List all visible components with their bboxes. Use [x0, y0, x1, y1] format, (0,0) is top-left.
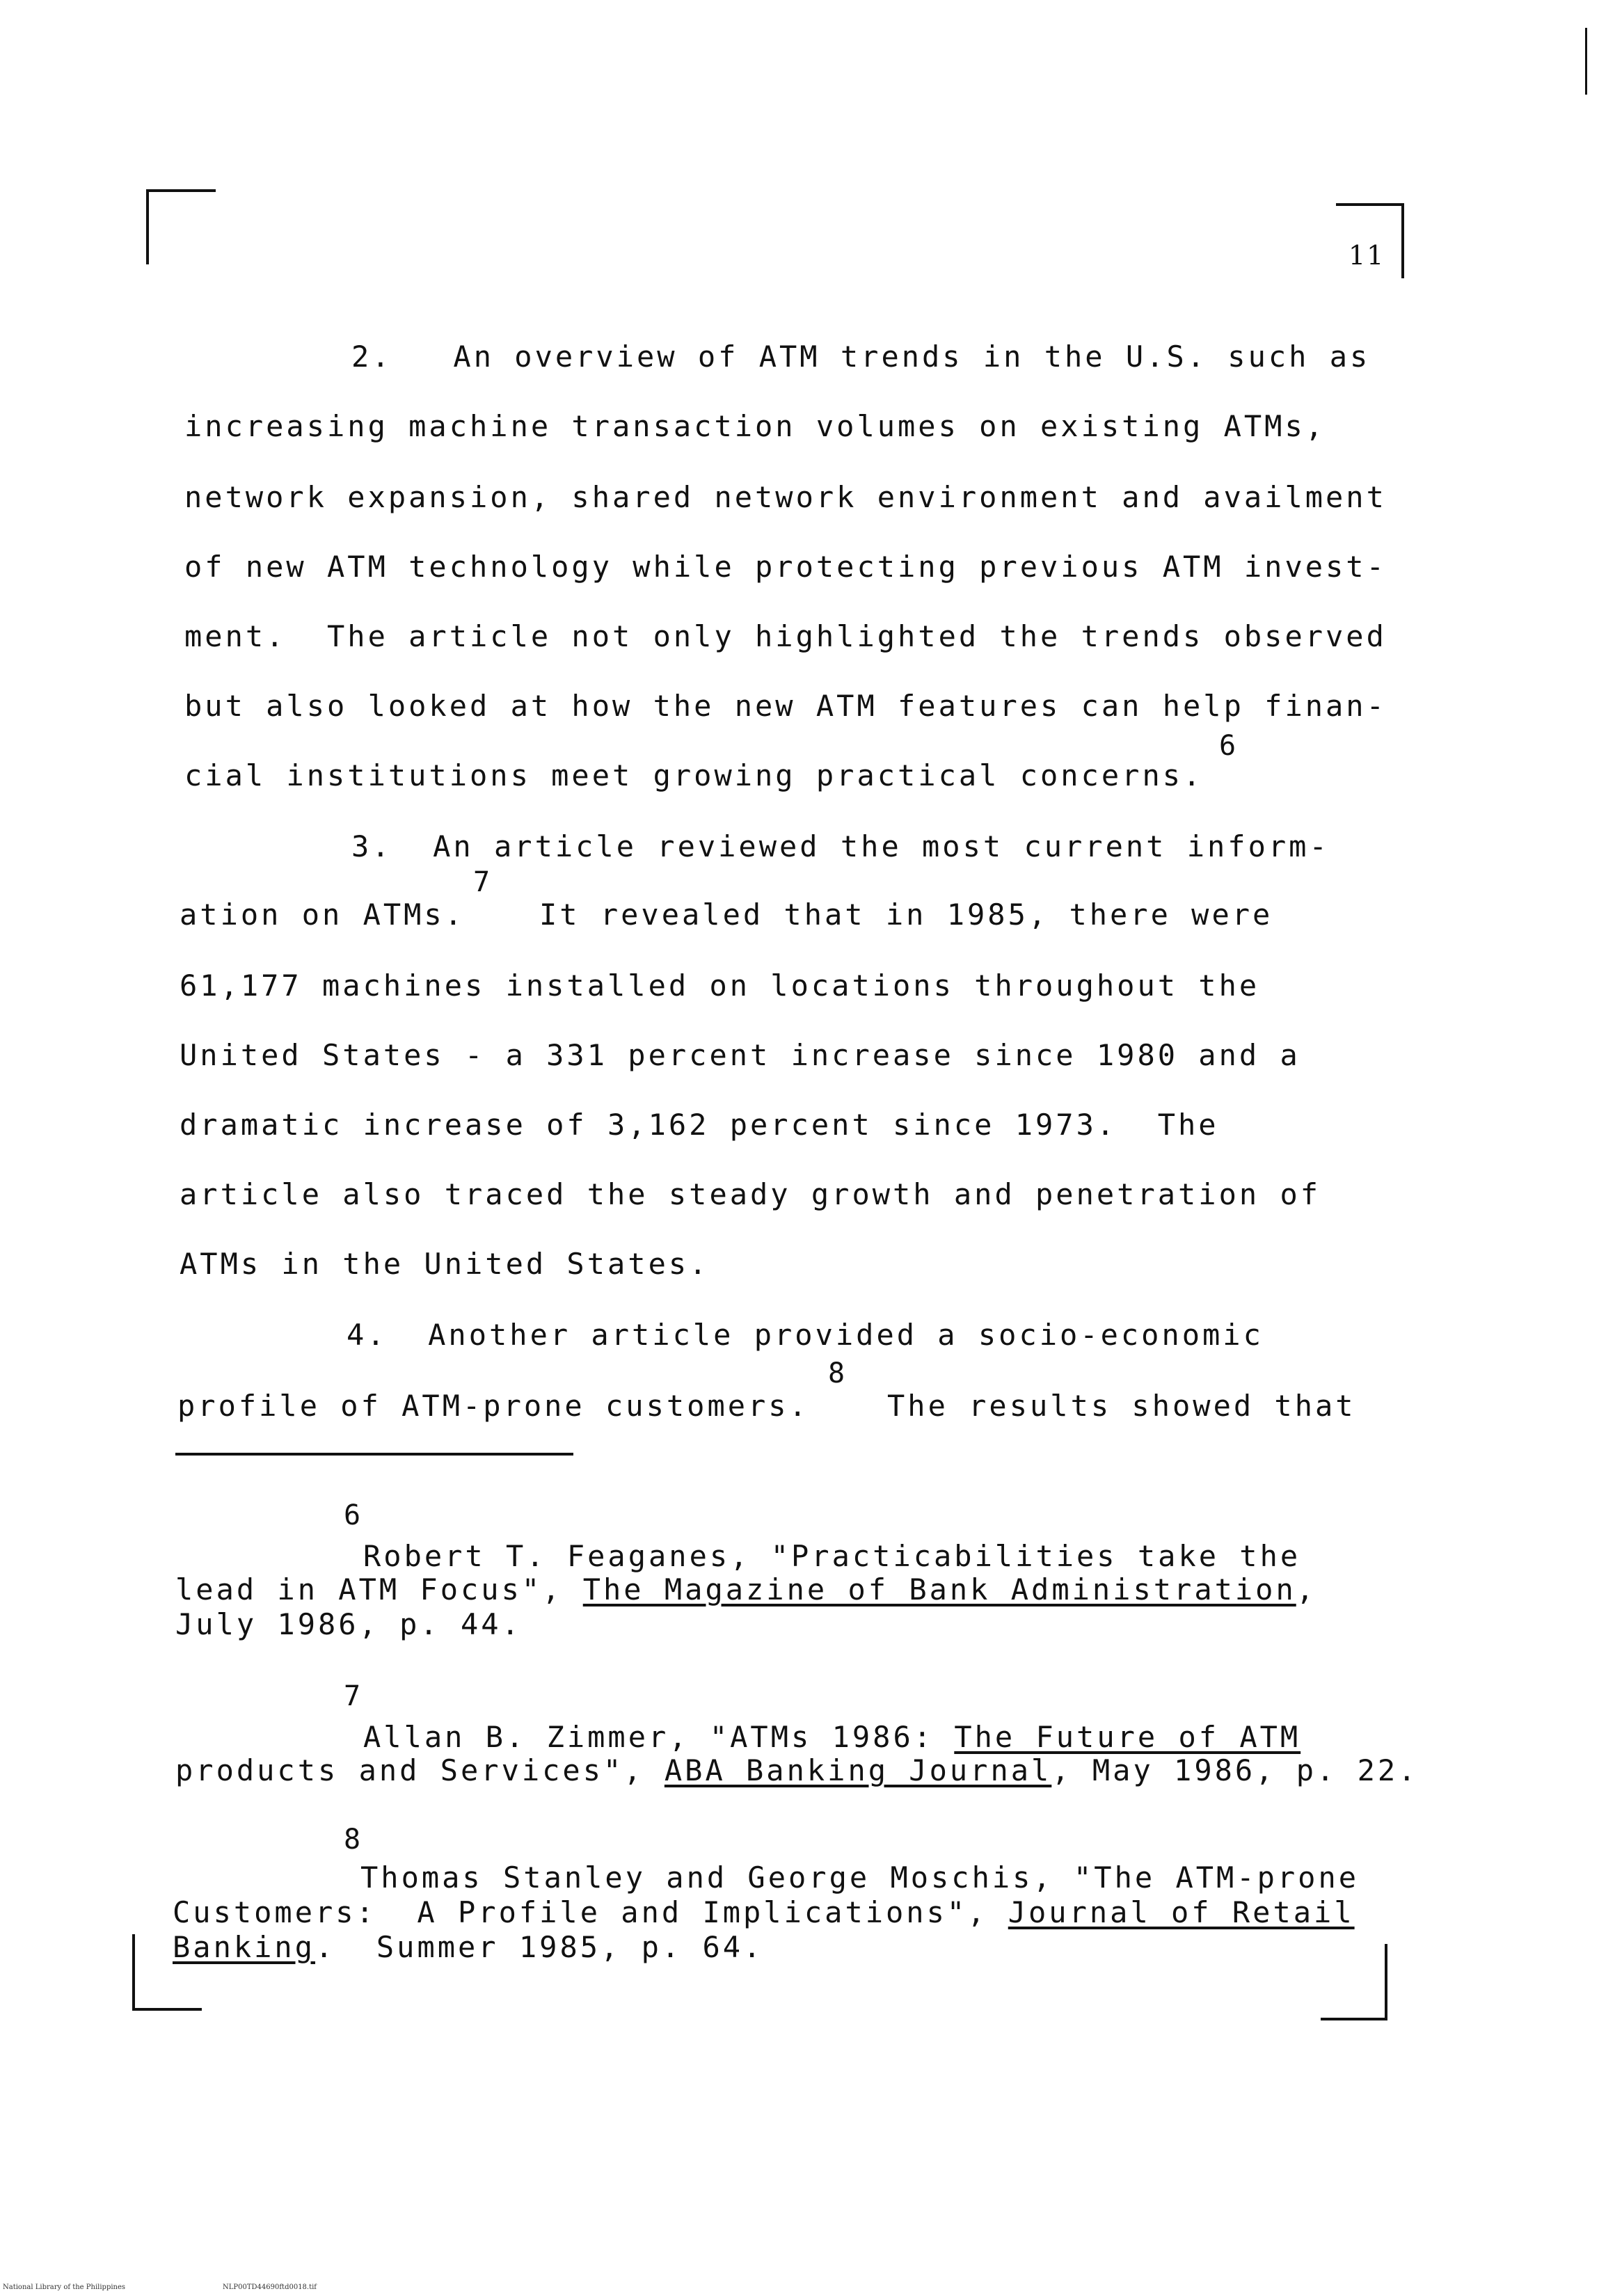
scan-footer-source: National Library of the Philippines [3, 2283, 126, 2291]
footnote-7-line-1 [363, 1720, 1301, 1754]
item-3-line-5: dramatic increase of 3,162 percent since 1973. The [180, 1108, 1219, 1142]
footnote-8-line-2 [173, 1895, 1355, 1929]
item-4-line-2b: The results showed that [887, 1389, 1356, 1423]
scan-footer-filename: NLP00TD44690ftd0018.tif [223, 2283, 317, 2291]
footnote-6-line-2-a: lead in ATM Focus", [175, 1572, 583, 1607]
footnote-6-line-3: July 1986, p. 44. [175, 1607, 522, 1641]
footnote-7-article-title: The Future of ATM [954, 1720, 1301, 1754]
crop-mark-top-left-h [146, 189, 216, 192]
footnote-8-journal-title: Journal of Retail [1008, 1895, 1355, 1929]
item-3-line-3: 61,177 machines installed on locations throughout the [180, 968, 1260, 1003]
scan-edge-mark [1585, 28, 1587, 95]
item-3-line-2b: It revealed that in 1985, there were [539, 898, 1273, 932]
item-2-line-2: increasing machine transaction volumes on existing ATMs, [184, 409, 1326, 443]
footnote-8-line-1: Thomas Stanley and George Moschis, "The ATM-prone [360, 1860, 1360, 1895]
item-4-line-1: 4. Another article provided a socio-economic [347, 1318, 1264, 1352]
item-3-line-7: ATMs in the United States. [180, 1247, 710, 1281]
item-3-line-1: 3. An article reviewed the most current inform- [351, 829, 1330, 863]
crop-mark-top-left-v [146, 189, 149, 264]
footnote-7-journal-title: ABA Banking Journal [664, 1753, 1052, 1787]
item-4-line-2a: profile of ATM-prone customers. [177, 1389, 809, 1423]
footnote-8-journal-title-cont: Banking [173, 1930, 316, 1964]
item-2-line-4: of new ATM technology while protecting previous ATM invest- [184, 550, 1387, 584]
footnote-ref-8: 8 [828, 1357, 845, 1389]
item-2-line-1: 2. An overview of ATM trends in the U.S. such as [351, 340, 1371, 374]
item-2-line-7: cial institutions meet growing practical concerns. [184, 758, 1204, 792]
footnote-ref-6: 6 [1219, 730, 1236, 762]
footnote-6-line-1: Robert T. Feaganes, "Practicabilities take the [363, 1539, 1301, 1573]
crop-mark-bottom-right-h [1321, 2018, 1387, 2020]
footnote-7-line-2 [175, 1753, 1419, 1787]
footnote-7-line-1-a: Allan B. Zimmer, "ATMs 1986: [363, 1720, 955, 1754]
footnote-8-line-2-a: Customers: A Profile and Implications", [173, 1895, 1008, 1929]
footnote-6-line-2-b: , [1296, 1572, 1317, 1607]
item-2-line-5: ment. The article not only highlighted the trends observed [184, 619, 1387, 653]
footnote-7-number: 7 [344, 1680, 361, 1712]
footnote-6-journal-title: The Magazine of Bank Administration [582, 1572, 1296, 1607]
crop-mark-bottom-right-v [1385, 1944, 1387, 2020]
item-2-line-3: network expansion, shared network environment and availment [184, 480, 1387, 514]
footnote-6-line-2 [175, 1572, 1317, 1607]
crop-mark-top-right-h [1336, 203, 1404, 206]
footnote-7-line-2-a: products and Services", [175, 1753, 665, 1787]
item-3-line-4: United States - a 331 percent increase since 1980 and a [180, 1038, 1300, 1072]
footnote-8-line-3-b: . Summer 1985, p. 64. [315, 1930, 764, 1964]
item-2-line-6: but also looked at how the new ATM features can help finan- [184, 689, 1387, 723]
footnote-7-line-2-b: , May 1986, p. 22. [1051, 1753, 1419, 1787]
footnote-separator [175, 1453, 573, 1456]
crop-mark-bottom-left-v [132, 1934, 135, 2011]
footnote-8-line-3 [173, 1930, 764, 1964]
footnote-8-number: 8 [344, 1824, 361, 1856]
footnote-6-number: 6 [344, 1499, 361, 1531]
crop-mark-bottom-left-h [132, 2008, 202, 2011]
page-number: 11 [1349, 240, 1385, 271]
item-3-line-6: article also traced the steady growth and penetration of [180, 1177, 1321, 1211]
crop-mark-top-right-v [1401, 203, 1404, 278]
footnote-ref-7: 7 [473, 866, 491, 898]
item-3-line-2a: ation on ATMs. [180, 898, 466, 932]
